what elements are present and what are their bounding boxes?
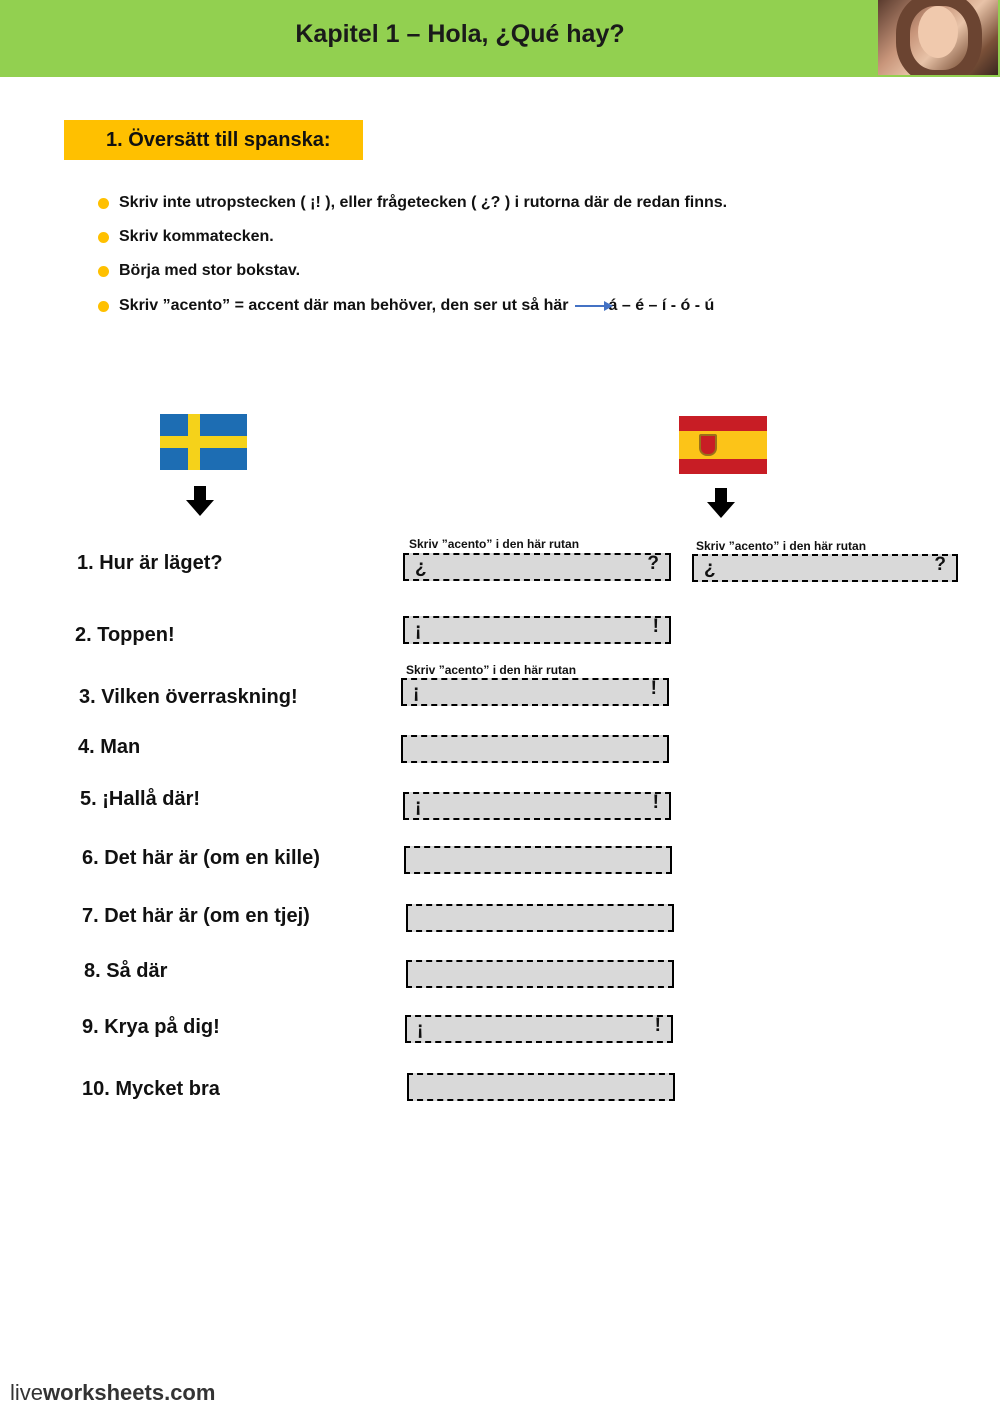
- accent-hint: Skriv ”acento” i den här rutan: [409, 537, 580, 551]
- page-title: Kapitel 1 – Hola, ¿Qué hay?: [295, 20, 625, 48]
- answer-input[interactable]: ¡ !: [403, 792, 671, 820]
- down-arrow-icon: [707, 488, 735, 518]
- answer-input[interactable]: [404, 846, 672, 874]
- section-heading: 1. Översätt till spanska:: [64, 120, 363, 160]
- header-bar: [0, 0, 1000, 77]
- bullet-icon: [98, 266, 109, 277]
- footer-logo[interactable]: liveworksheets.com: [10, 1380, 216, 1405]
- answer-input[interactable]: ¡ !: [405, 1015, 673, 1043]
- answer-input[interactable]: [401, 735, 669, 763]
- header-photo: [878, 0, 998, 75]
- spanish-flag-icon: [679, 416, 767, 474]
- question-label: 1. Hur är läget?: [77, 552, 223, 574]
- question-label: 9. Krya på dig!: [82, 1016, 220, 1038]
- answer-input[interactable]: [406, 904, 674, 932]
- accent-hint: Skriv ”acento” i den här rutan: [406, 663, 577, 677]
- question-label: 2. Toppen!: [75, 624, 175, 646]
- question-label: 10. Mycket bra: [82, 1078, 220, 1100]
- question-label: 4. Man: [78, 736, 141, 758]
- question-label: 7. Det här är (om en tjej): [82, 905, 310, 927]
- question-label: 5. ¡Hallå där!: [80, 788, 201, 810]
- accent-example: á – é – í - ó - ú: [608, 297, 715, 314]
- question-label: 3. Vilken överraskning!: [79, 686, 298, 708]
- question-label: 8. Så där: [84, 960, 168, 982]
- arrow-right-icon: [575, 305, 605, 307]
- down-arrow-icon: [186, 486, 214, 516]
- bullet-icon: [98, 198, 109, 209]
- bullet-icon: [98, 301, 109, 312]
- answer-input-alternate[interactable]: ¿ ?: [692, 554, 958, 582]
- bullet-icon: [98, 232, 109, 243]
- answer-input[interactable]: ¡ !: [403, 616, 671, 644]
- swedish-flag-icon: [160, 414, 247, 470]
- accent-hint: Skriv ”acento” i den här rutan: [696, 539, 867, 553]
- answer-input[interactable]: ¿ ?: [403, 553, 671, 581]
- question-label: 6. Det här är (om en kille): [82, 847, 320, 869]
- answer-input[interactable]: [406, 960, 674, 988]
- answer-input[interactable]: ¡ !: [401, 678, 669, 706]
- answer-input[interactable]: [407, 1073, 675, 1101]
